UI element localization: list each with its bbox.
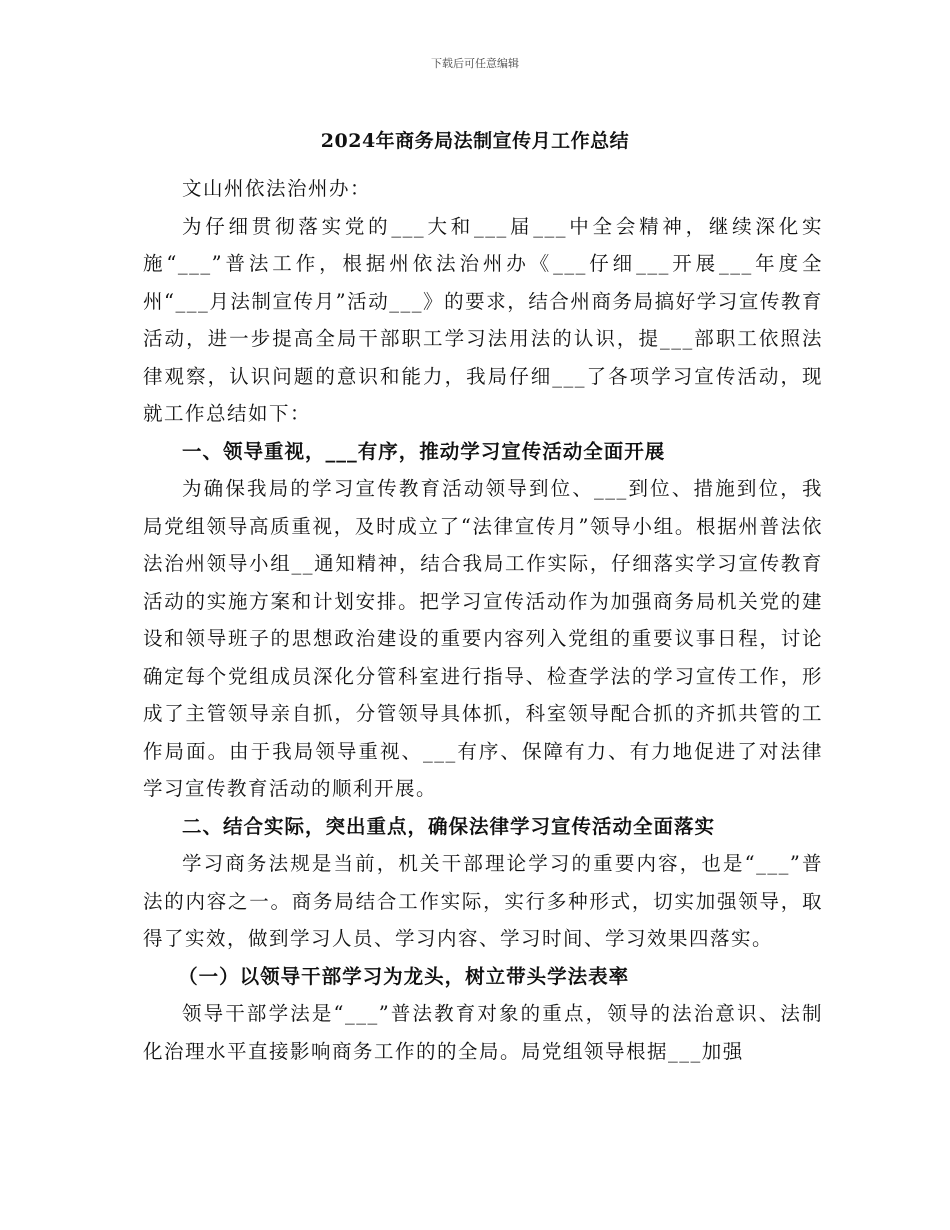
document-body (143, 170, 823, 1070)
subsection-1-paragraph: 领导干部学法是“___”普法教育对象的重点，领导的法治意识、法制化治理水平直接影响商务工作的的全局。局党组领导根据___加强 (143, 1002, 823, 1063)
subsection-1-heading: （一）以领导干部学习为龙头，树立带头学法表率 (178, 964, 630, 988)
section-1-paragraph: 为确保我局的学习宣传教育活动领导到位、___到位、措施到位，我局党组领导高质重视，及时成立了“法律宣传月”领导小组。根据州普法依法治州领导小组__通知精神，结合我局工作实际，仔细落实学习宣传教育活动的实施方案和计划安排。把学习宣传活动作为加强商务局机关党的建设和领导班子的思想政治建设的重要内容列入党组的重要议事日程，讨论确定每个党组成员深化分管科室进行指导、检查学法的学习宣传工作，形成了主管领导亲自抓，分管领导具体抓，科室领导配合抓的齐抓共管的工作局面。由于我局领导重视、___有序、保障有力、有力地促进了对法律学习宣传教育活动的顺利开展。 (143, 477, 823, 800)
salutation: 文山州依法治州办： (182, 177, 372, 200)
document-title: 2024年商务局法制宣传月工作总结 (320, 130, 630, 152)
page-header-note: 下载后可任意编辑 (431, 57, 519, 70)
section-2-heading: 二、结合实际，突出重点，确保法律学习宣传活动全面落实 (182, 814, 716, 838)
section-1-heading: 一、领导重视，___有序，推动学习宣传活动全面开展 (182, 439, 666, 463)
section-2-paragraph: 学习商务法规是当前，机关干部理论学习的重要内容，也是“___”普法的内容之一。商务局结合工作实际，实行多种形式，切实加强领导，取得了实效，做到学习人员、学习内容、学习时间、学习效果四落实。 (143, 852, 823, 950)
intro-paragraph: 为仔细贯彻落实党的___大和___届___中全会精神，继续深化实施“___”普法工作，根据州依法治州办《___仔细___开展___年度全州“___月法制宣传月”活动___》的要求，结合州商务局搞好学习宣传教育活动，进一步提高全局干部职工学习法用法的认识，提___部职工依照法律观察，认识问题的意识和能力，我局仔细___了各项学习宣传活动，现就工作总结如下： (143, 214, 823, 425)
